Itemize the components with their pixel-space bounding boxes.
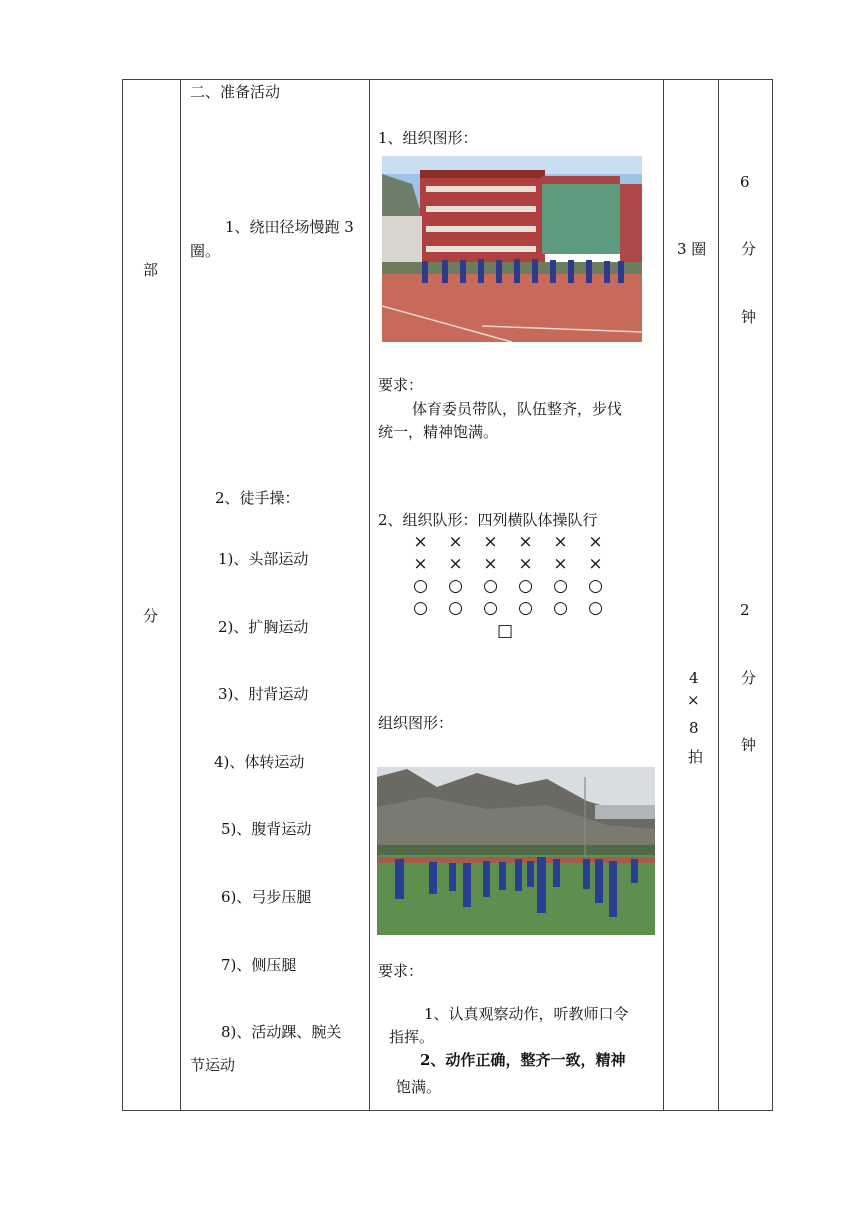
section-label-char: 分: [143, 607, 159, 625]
student-mark: ○: [553, 598, 568, 618]
org-1-req-label: 要求：: [378, 376, 424, 394]
student-mark: ×: [483, 532, 498, 552]
section-label-char: 部: [143, 261, 159, 279]
column-divider: [663, 79, 664, 1111]
student-mark: ×: [448, 554, 463, 574]
org-2-req-1-line-2: 指挥。: [389, 1028, 435, 1046]
time-char: 钟: [741, 736, 757, 754]
exercise-item: 3)、肘背运动: [218, 685, 309, 703]
formation-row: [403, 575, 613, 597]
formation-row: [403, 531, 613, 553]
running-track-photo: [382, 156, 642, 342]
formation-diagram: [403, 531, 613, 619]
org-2-req-2-line-2: 饱满。: [396, 1078, 442, 1096]
exercise-8-line-1: 8)、活动踝、腕关: [221, 1023, 342, 1041]
student-mark: ×: [553, 532, 568, 552]
exercise-8-line-2: 节运动: [190, 1056, 236, 1074]
student-mark: ○: [483, 598, 498, 618]
student-mark: ○: [588, 576, 603, 596]
amount-char: ×: [687, 691, 700, 709]
column-divider: [718, 79, 719, 1111]
student-mark: ×: [448, 532, 463, 552]
org-2-heading: 2、组织队形：四列横队体操队行: [378, 511, 598, 529]
student-mark: ○: [518, 598, 533, 618]
student-mark: ×: [588, 554, 603, 574]
student-mark: ○: [413, 598, 428, 618]
item-1-line-2: 圈。: [190, 242, 221, 260]
org-1-heading: 1、组织图形：: [378, 129, 478, 147]
activity-title: 二、准备活动: [190, 83, 281, 101]
student-mark: ×: [553, 554, 568, 574]
org-1-req-line-2: 统一，精神饱满。: [378, 423, 499, 441]
student-mark: ○: [518, 576, 533, 596]
student-mark: ×: [483, 554, 498, 574]
student-mark: ○: [448, 598, 463, 618]
formation-row: [403, 553, 613, 575]
amount-char: 4: [689, 669, 699, 687]
teacher-mark: □: [497, 621, 514, 641]
org-2-req-1-line-1: 1、认真观察动作，听教师口令: [424, 1005, 629, 1023]
student-mark: ×: [588, 532, 603, 552]
student-mark: ○: [553, 576, 568, 596]
column-divider: [180, 79, 181, 1111]
amount-char: 8: [689, 719, 699, 737]
org-2-req-2-line-1: 2、动作正确，整齐一致，精神: [420, 1051, 626, 1069]
formation-row: [403, 597, 613, 619]
time-char: 6: [740, 173, 750, 191]
student-mark: ×: [518, 554, 533, 574]
time-char: 钟: [741, 308, 757, 326]
student-mark: ○: [588, 598, 603, 618]
org-1-req-line-1: 体育委员带队，队伍整齐，步伐: [412, 400, 623, 418]
amount-laps: 3 圈: [677, 240, 707, 258]
column-divider: [369, 79, 370, 1111]
exercise-item: 7)、侧压腿: [221, 956, 297, 974]
time-char: 分: [741, 669, 757, 687]
org-2-graphic-label: 组织图形：: [378, 714, 454, 732]
student-mark: ○: [483, 576, 498, 596]
student-mark: ○: [448, 576, 463, 596]
student-mark: ×: [518, 532, 533, 552]
org-2-req-label: 要求：: [378, 962, 424, 980]
item-2: 2、徒手操：: [215, 489, 300, 507]
student-mark: ×: [413, 554, 428, 574]
time-char: 2: [740, 601, 750, 619]
student-mark: ○: [413, 576, 428, 596]
exercise-item: 4)、体转运动: [214, 753, 305, 771]
student-mark: ×: [413, 532, 428, 552]
item-1-line-1: 1、绕田径场慢跑 3: [225, 218, 354, 236]
time-char: 分: [741, 240, 757, 258]
exercise-item: 5)、腹背运动: [221, 820, 312, 838]
exercise-item: 6)、弓步压腿: [221, 888, 312, 906]
exercise-item: 2)、扩胸运动: [218, 618, 309, 636]
exercise-item: 1)、头部运动: [218, 550, 309, 568]
amount-char: 拍: [688, 748, 704, 766]
exercise-field-photo: [377, 767, 655, 935]
